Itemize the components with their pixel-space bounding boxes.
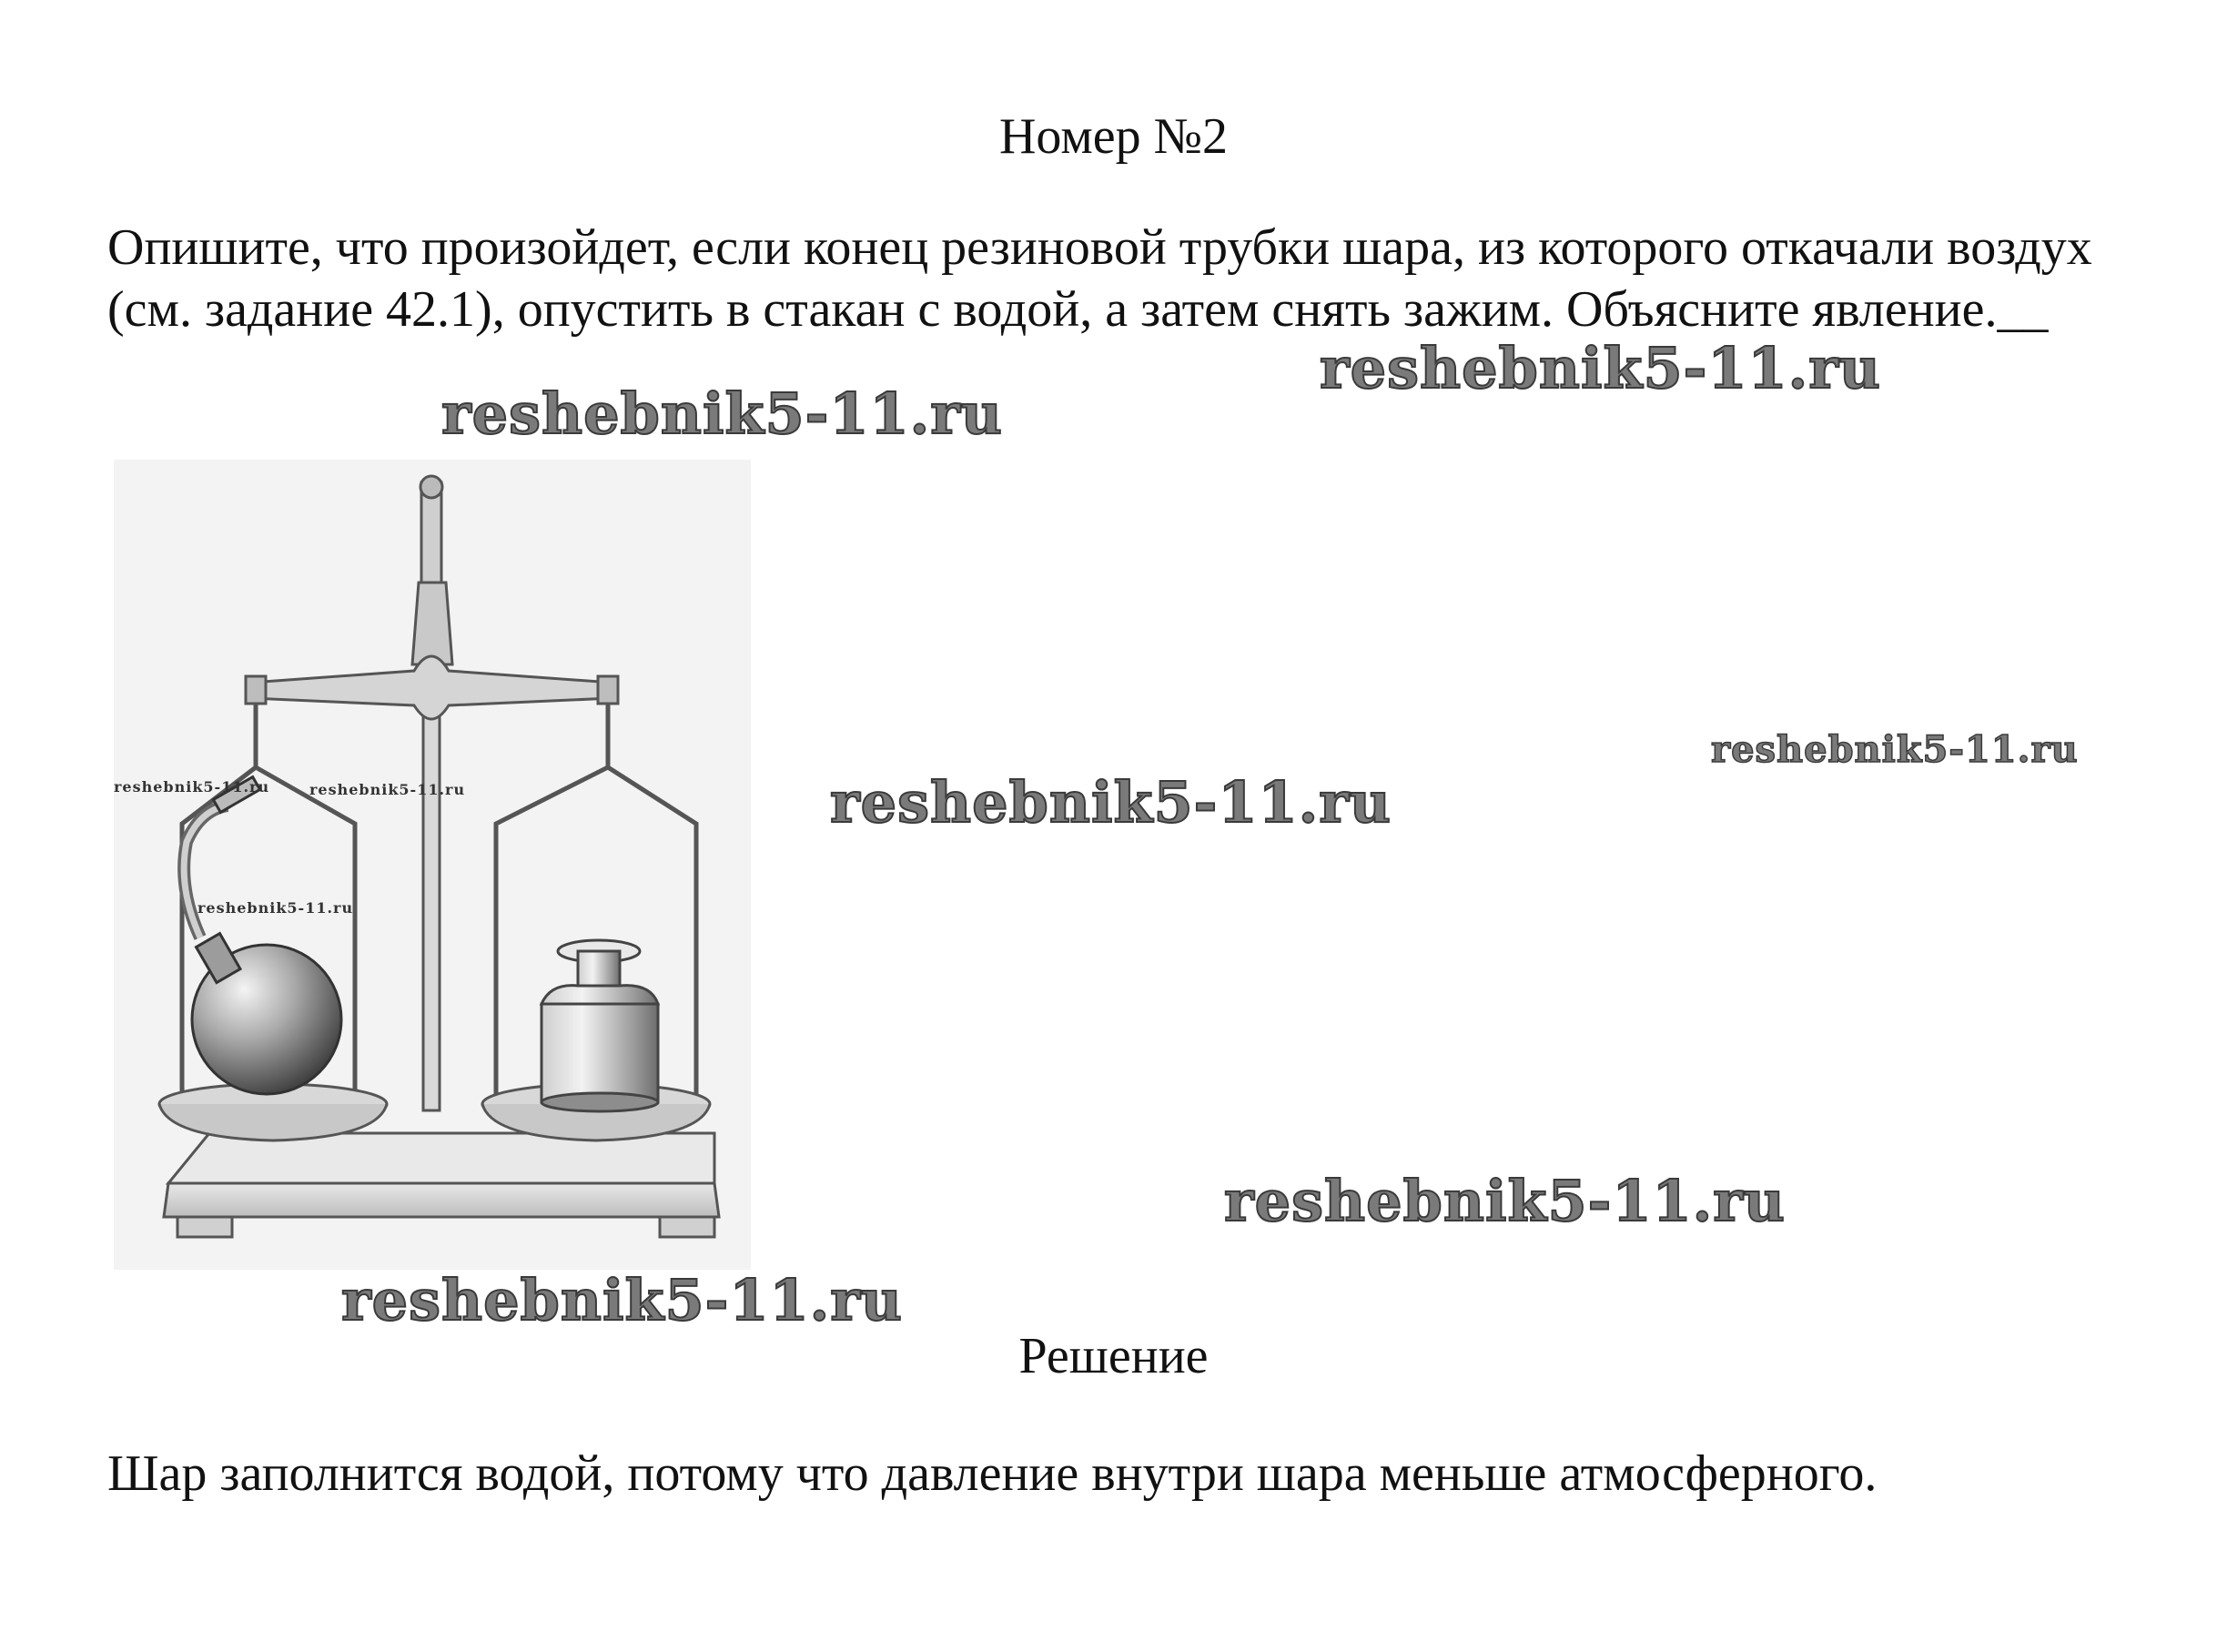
balance-scale-icon xyxy=(114,460,751,1270)
balance-scale-illustration xyxy=(114,460,751,1270)
watermark-text: reshebnik5-11.ru xyxy=(114,778,270,796)
watermark-text: reshebnik5-11.ru xyxy=(341,1267,903,1333)
watermark-text: reshebnik5-11.ru xyxy=(830,769,1392,836)
question-text: Опишите, что произойдет, если конец резиновой трубки шара, из которого откачали воздух (см. задание 42.1), опустить в стакан с водой, а затем снять зажим. Объясните явление.__ xyxy=(107,219,2092,338)
watermark-text: reshebnik5-11.ru xyxy=(1711,728,2079,771)
solution-heading: Решение xyxy=(1018,1328,1209,1384)
watermark-text: reshebnik5-11.ru xyxy=(1224,1168,1786,1234)
watermark-text: reshebnik5-11.ru xyxy=(197,899,354,917)
watermark-text: reshebnik5-11.ru xyxy=(309,781,466,798)
page-title: Номер №2 xyxy=(998,108,1229,165)
watermark-text: reshebnik5-11.ru xyxy=(1320,335,1881,401)
watermark-text: reshebnik5-11.ru xyxy=(441,380,1003,447)
answer-text: Шар заполнится водой, потому что давление внутри шара меньше атмосферного. xyxy=(107,1445,1878,1502)
